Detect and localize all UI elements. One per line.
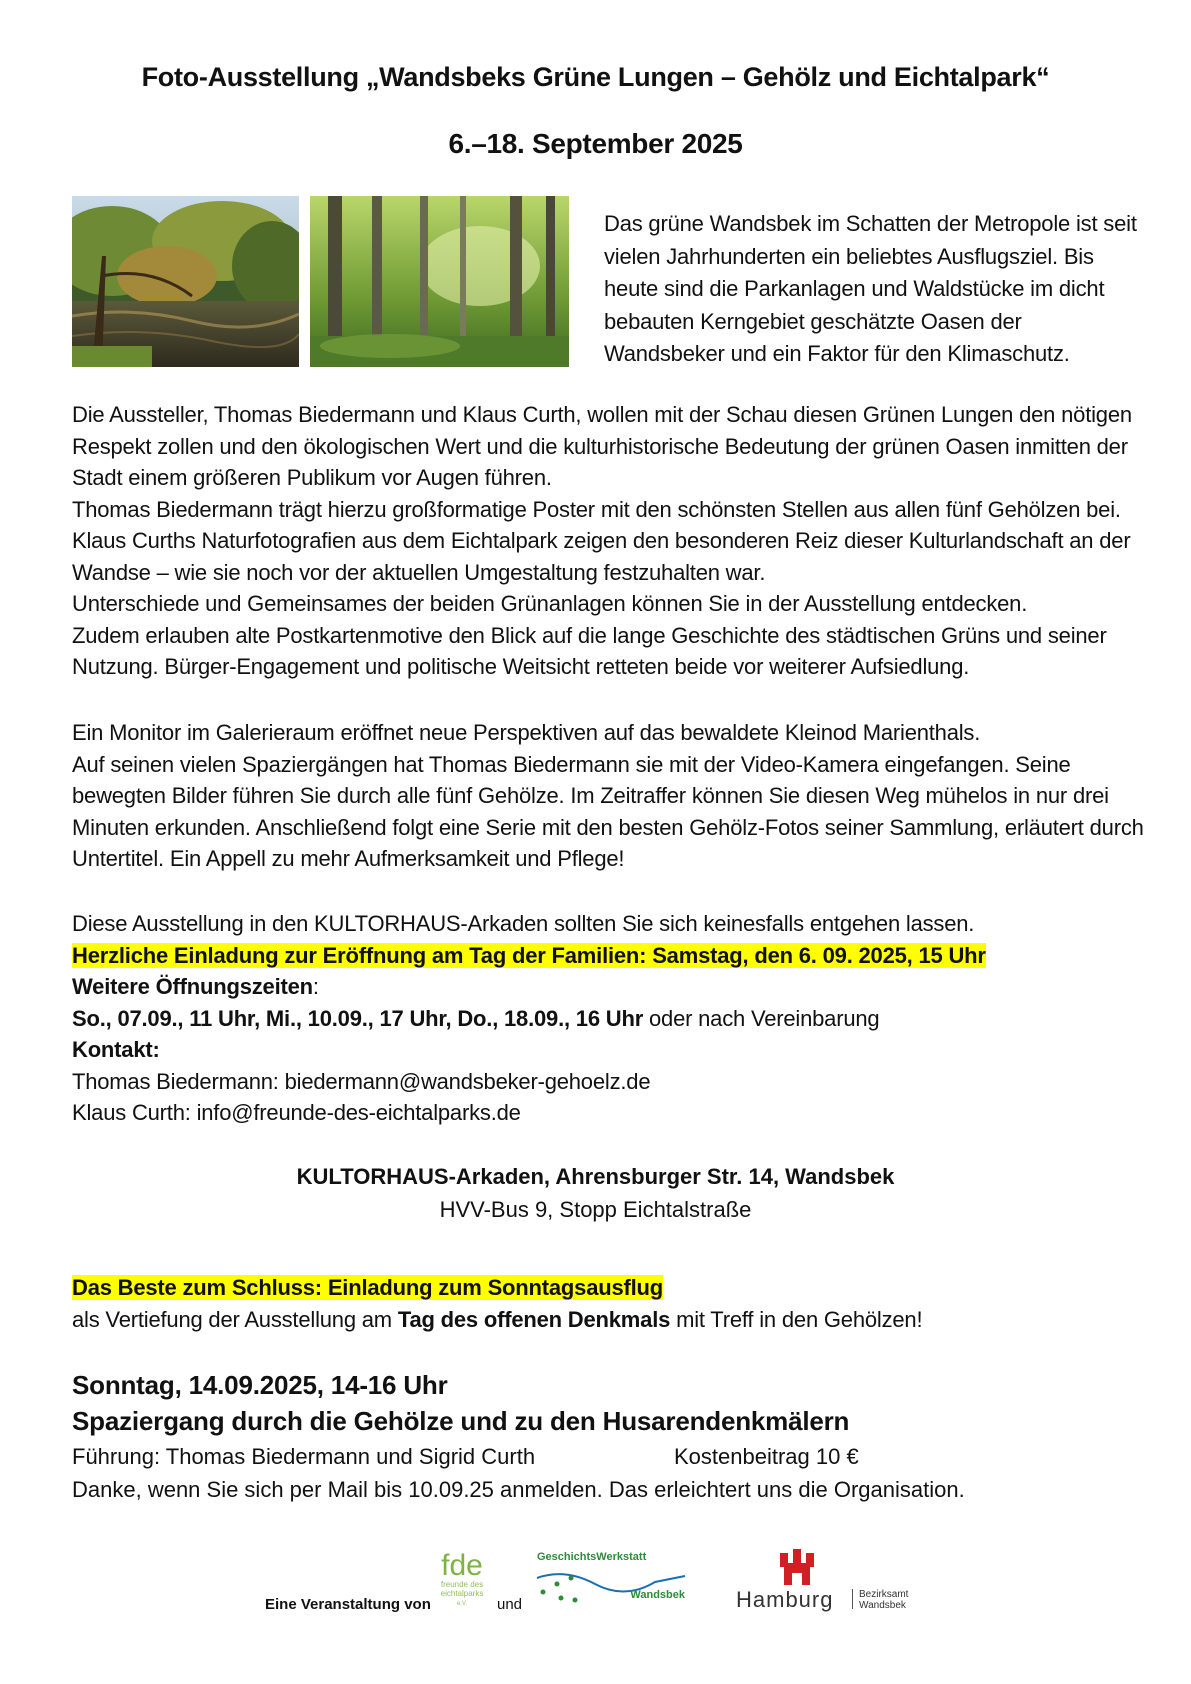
tour-date: Sonntag, 14.09.2025, 14-16 Uhr [72, 1370, 448, 1400]
gw-logo-line2: Wandsbek [630, 1589, 685, 1601]
hours-colon: : [312, 974, 319, 999]
footer-label: Eine Veranstaltung von [265, 1596, 431, 1613]
contact-label: Kontakt: [72, 1037, 160, 1062]
fde-logo-sub: e.V. [456, 1601, 468, 1607]
opening-hours: So., 07.09., 11 Uhr, Mi., 10.09., 17 Uhr, Do., 18.09., 16 Uhr [72, 1005, 644, 1031]
contact-biedermann: Thomas Biedermann: biedermann@wandsbeker-gehoelz.de [72, 1068, 651, 1094]
hamburg-bezirksamt-logo [736, 1545, 936, 1615]
tour-registration: Danke, wenn Sie sich per Mail bis 10.09.25 anmelden. Das erleichtert uns die Organisation. [72, 1477, 965, 1502]
contact-curth: Klaus Curth: info@freunde-des-eichtalparks.de [72, 1100, 521, 1125]
intro-text: Das grüne Wandsbek im Schatten der Metropole ist seit vielen Jahrhunderten ein beliebtes Ausflugsziel. Bis heute sind die Parkanlagen und Waldstücke im dicht bebauten Kerngebiet geschätzte Oasen der Wandsbeker und ein Faktor für den Klimaschutz. [604, 211, 1137, 366]
venue-transit: HVV-Bus 9, Stopp Eichtalstraße [439, 1197, 752, 1222]
fde-logo [432, 1543, 492, 1613]
description-paragraph: Zudem erlauben alte Postkartenmotive den Blick auf die lange Geschichte des städtischen Grüns und seiner Nutzung. Bürger-Engagement und politische Weitsicht retteten beide vor weiterer Aufsiedlung. [72, 622, 1107, 679]
opening-hours-note: oder nach Vereinbarung [643, 1005, 880, 1031]
monitor-description [72, 717, 1152, 875]
description-paragraph: Thomas Biedermann trägt hierzu großformatige Poster mit den schönsten Stellen aus allen fünf Gehölzen bei. Klaus Curths Naturfotografien aus dem Eichtalpark zeigen den besonderen Reiz dieser Kulturlandschaft an der Wandse – wie sie noch vor der aktuellen Umgestaltung festzuhalten war. [72, 496, 1131, 585]
geschichtswerkstatt-logo [535, 1548, 687, 1610]
exhibition-title: Foto-Ausstellung „Wandsbeks Grüne Lungen – Gehölz und Eichtalpark“ [141, 62, 1050, 92]
description-paragraph: Auf seinen vielen Spaziergängen hat Thomas Biedermann sie mit der Video-Kamera eingefangen. Seine bewegten Bilder führen Sie durch alle fünf Gehölze. Im Zeitraffer können Sie diesen Weg mühelos in nur drei Minuten erkunden. Anschließend folgt eine Serie mit den besten Gehölz-Fotos seiner Sammlung, erläutert durch Untertitel. Ein Appell zu mehr Aufmerksamkeit und Pflege! [72, 751, 1144, 871]
fde-logo-sub: freunde des [440, 1580, 484, 1589]
fde-logo-sub: eichtalparks [440, 1589, 484, 1598]
photo-forest [310, 196, 569, 367]
description-paragraph: Die Aussteller, Thomas Biedermann und Klaus Curth, wollen mit der Schau diesen Grünen Lungen den nötigen Respekt zollen und den ökologischen Wert und die kulturhistorische Bedeutung der grünen Oasen inmitten der Stadt einem größeren Publikum vor Augen führen. [72, 402, 1132, 490]
description-paragraph: Ein Monitor im Galerieraum eröffnet neue Perspektiven auf das bewaldete Kleinod Marienthals. [72, 720, 981, 745]
bonus-text: als Vertiefung der Ausstellung am [72, 1306, 398, 1332]
gw-logo-line1: GeschichtsWerkstatt [537, 1551, 647, 1563]
tour-guides: Führung: Thomas Biedermann und Sigrid Curth [72, 1444, 536, 1469]
hamburg-wordmark: Hamburg [736, 1587, 834, 1612]
opening-invitation: Herzliche Einladung zur Eröffnung am Tag der Familien: Samstag, den 6. 09. 2025, 15 Uhr [72, 942, 986, 968]
wandsbek-label: Wandsbek [859, 1600, 906, 1611]
hours-label: Weitere Öffnungszeiten [72, 974, 313, 999]
visitor-info [72, 908, 1152, 1129]
tour-cost: Kostenbeitrag 10 € [674, 1444, 859, 1469]
exhibition-description [72, 399, 1152, 683]
exhibition-dates: 6.–18. September 2025 [448, 128, 743, 159]
bonus-text-end: mit Treff in den Gehölzen! [670, 1306, 923, 1332]
bonus-denkmal: Tag des offenen Denkmals [397, 1306, 671, 1332]
bonus-highlight: Das Beste zum Schluss: Einladung zum Sonntagsausflug [72, 1275, 664, 1300]
bezirksamt-label: Bezirksamt [859, 1589, 909, 1600]
tour-title: Spaziergang durch die Gehölze und zu den Husarendenkmälern [72, 1406, 850, 1436]
bonus-block [72, 1272, 1152, 1335]
tour-details [72, 1440, 1152, 1506]
description-paragraph: Unterschiede und Gemeinsames der beiden Grünanlagen können Sie in der Ausstellung entdecken. [72, 591, 1028, 616]
recommendation-text: Diese Ausstellung in den KULTORHAUS-Arkaden sollten Sie sich keinesfalls entgehen lassen. [72, 911, 975, 936]
footer-und: und [497, 1596, 523, 1613]
photo-pond [72, 196, 299, 367]
fde-logo-mark: fde [441, 1549, 483, 1582]
venue-address: KULTORHAUS-Arkaden, Ahrensburger Str. 14, Wandsbek [296, 1164, 895, 1189]
venue-block [0, 1160, 1191, 1226]
